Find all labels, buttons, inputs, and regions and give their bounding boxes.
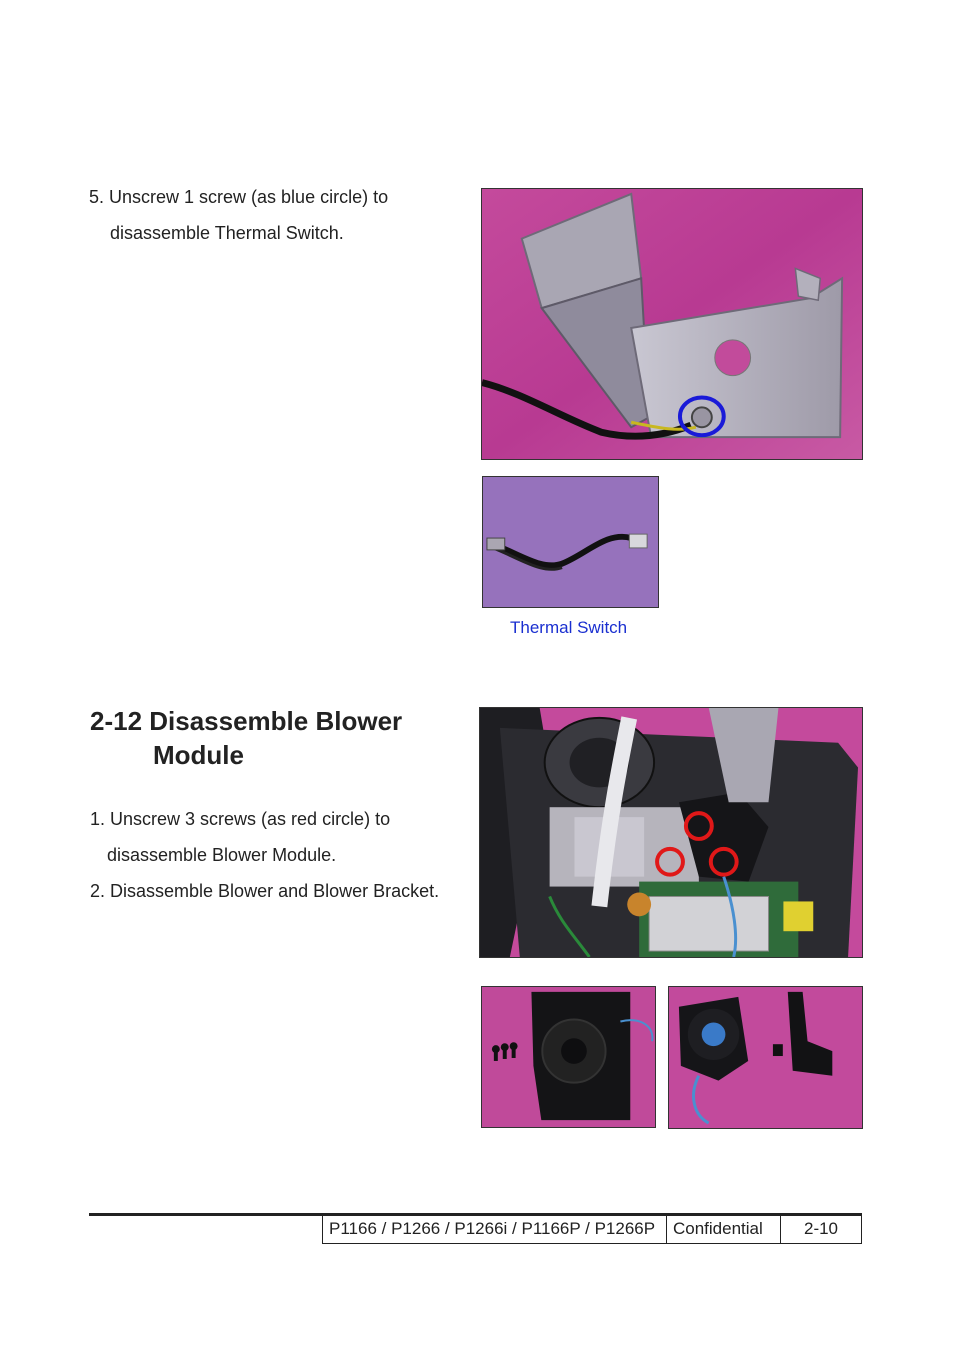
- photo-blower-module-location: [479, 707, 863, 958]
- footer-page-number: 2-10: [803, 1219, 839, 1238]
- step-5-instruction: [89, 179, 449, 251]
- blower-steps: [90, 801, 470, 909]
- step-5-line-1: 5. Unscrew 1 screw (as blue circle) to: [89, 187, 389, 207]
- footer-confidential: Confidential: [667, 1216, 781, 1243]
- footer-table: [322, 1216, 862, 1244]
- thermal-switch-caption: Thermal Switch: [510, 618, 628, 637]
- footer-models: P1166 / P1266 / P1266i / P1166P / P1266P: [323, 1216, 667, 1243]
- photo-blower-and-screws: [481, 986, 656, 1128]
- step-1-line-2: disassemble Blower Module.: [107, 845, 337, 865]
- photo-thermal-switch-bracket: [481, 188, 863, 460]
- section-title-line-1: 2-12 Disassemble Blower: [90, 706, 403, 736]
- section-title: [90, 704, 470, 772]
- photo-blower-and-bracket: [668, 986, 863, 1129]
- step-5-line-2: disassemble Thermal Switch.: [110, 223, 344, 243]
- step-1-line-1: 1. Unscrew 3 screws (as red circle) to: [90, 809, 391, 829]
- section-title-line-2: Module: [153, 740, 244, 770]
- step-2-line: 2. Disassemble Blower and Blower Bracket.: [90, 881, 440, 901]
- photo-thermal-switch: [482, 476, 659, 608]
